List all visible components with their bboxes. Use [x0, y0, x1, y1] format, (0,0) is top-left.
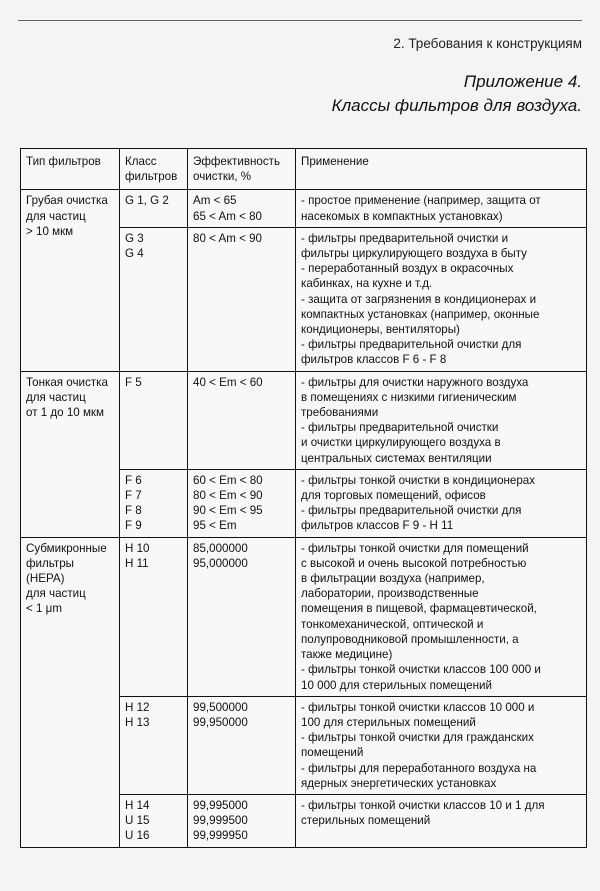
cell-line: 100 для стерильных помещений: [301, 715, 476, 729]
efficiency-cell: [188, 469, 296, 537]
cell-line: в помещениях с низкими гигиеническим: [301, 390, 517, 404]
cell-line: - фильтры предварительной очистки и: [301, 231, 509, 245]
cell-line: центральных системах вентиляции: [301, 451, 492, 465]
cell-line: - фильтры тонкой очистки для гражданских: [301, 731, 534, 745]
cell-line: для частиц: [26, 209, 86, 223]
cell-line: - фильтры для очистки наружного воздуха: [301, 375, 529, 389]
cell-line: H 12: [125, 700, 150, 714]
cell-line: лаборатории, производственные: [301, 587, 479, 601]
cell-line: 60 < Em < 80: [193, 473, 263, 487]
cell-line: F 5: [125, 375, 142, 389]
cell-line: насекомых в компактных установках): [301, 209, 503, 223]
table-body: [21, 190, 587, 847]
filter-type-cell: [21, 190, 120, 371]
efficiency-cell: [188, 190, 296, 227]
cell-line: Эффективность: [193, 155, 281, 168]
cell-line: также медицине): [301, 648, 393, 662]
header-rule: [18, 20, 582, 21]
cell-line: помещений: [301, 746, 364, 760]
efficiency-cell: [188, 794, 296, 847]
efficiency-cell: [188, 696, 296, 794]
application-cell: [296, 227, 587, 371]
cell-line: с высокой и очень высокой потребностью: [301, 556, 527, 570]
filter-class-cell: [120, 227, 188, 371]
cell-line: - фильтры для переработанного воздуха на: [301, 761, 537, 775]
cell-line: фильтры циркулирующего воздуха в быту: [301, 247, 527, 261]
cell-line: стерильных помещений: [301, 814, 431, 828]
efficiency-cell: [188, 227, 296, 371]
cell-line: 99,995000: [193, 798, 248, 812]
efficiency-cell: [188, 537, 296, 696]
cell-line: F 6: [125, 473, 142, 487]
cell-line: - защита от загрязнения в кондиционерах и: [301, 292, 537, 306]
cell-line: Тип фильтров: [26, 155, 101, 168]
cell-line: G 1, G 2: [125, 194, 169, 208]
column-header: [188, 149, 296, 190]
cell-line: - фильтры предварительной очистки для: [301, 504, 522, 518]
cell-line: тонкомеханической, оптической и: [301, 617, 484, 631]
cell-line: - фильтры предварительной очистки для: [301, 338, 522, 352]
cell-line: требованиями: [301, 406, 379, 420]
cell-line: 65 < Am < 80: [193, 209, 262, 223]
cell-line: Применение: [301, 155, 369, 168]
filter-class-cell: [120, 190, 188, 227]
cell-line: (HEPA): [26, 572, 65, 586]
cell-line: H 13: [125, 715, 150, 729]
cell-line: 10 000 для стерильных помещений: [301, 678, 492, 692]
application-cell: [296, 190, 587, 227]
cell-line: G 3: [125, 231, 144, 245]
filter-type-cell: [21, 371, 120, 537]
table-row: [21, 537, 587, 696]
cell-line: F 7: [125, 489, 142, 503]
running-header: 2. Требования к конструкциям: [393, 36, 582, 51]
cell-line: - фильтры тонкой очистки для помещений: [301, 541, 529, 555]
cell-line: F 8: [125, 504, 142, 518]
appendix-heading: [332, 70, 582, 118]
cell-line: полупроводниковой промышленности, а: [301, 632, 519, 646]
cell-line: кондиционеры, вентиляторы): [301, 323, 460, 337]
filter-class-cell: [120, 794, 188, 847]
cell-line: очистки, %: [193, 170, 252, 184]
cell-line: фильтров классов F 6 - F 8: [301, 353, 447, 367]
cell-line: U 16: [125, 829, 150, 843]
cell-line: Грубая очистка: [26, 194, 108, 208]
cell-line: кабинках, на кухне и т.д.: [301, 277, 433, 291]
table-row: [21, 190, 587, 227]
cell-line: - фильтры тонкой очистки в кондиционерах: [301, 473, 536, 487]
filter-class-cell: [120, 371, 188, 469]
filter-type-cell: [21, 537, 120, 847]
cell-line: для частиц: [26, 587, 86, 601]
application-cell: [296, 371, 587, 469]
cell-line: 99,999950: [193, 829, 248, 843]
cell-line: от 1 до 10 мкм: [26, 406, 104, 420]
application-cell: [296, 696, 587, 794]
cell-line: < 1 μm: [26, 602, 62, 616]
cell-line: 85,000000: [193, 541, 248, 555]
cell-line: ядерных энергетических установках: [301, 776, 497, 790]
cell-line: H 11: [125, 556, 149, 570]
cell-line: U 15: [125, 814, 150, 828]
cell-line: 99,999500: [193, 814, 248, 828]
cell-line: 95 < Em: [193, 519, 237, 533]
efficiency-cell: [188, 371, 296, 469]
cell-line: > 10 мкм: [26, 224, 74, 238]
cell-line: 99,950000: [193, 715, 248, 729]
cell-line: помещения в пищевой, фармацевтической,: [301, 602, 537, 616]
filter-class-cell: [120, 537, 188, 696]
cell-line: - переработанный воздух в окрасочных: [301, 262, 514, 276]
cell-line: для торговых помещений, офисов: [301, 489, 486, 503]
column-header: [21, 149, 120, 190]
filter-classes-table: [20, 148, 587, 848]
cell-line: фильтров: [125, 170, 178, 184]
cell-line: - фильтры тонкой очистки классов 10 и 1 для: [301, 798, 545, 812]
cell-line: компактных установках (например, оконные: [301, 307, 540, 321]
cell-line: 80 < Em < 90: [193, 489, 263, 503]
cell-line: фильтры: [26, 556, 75, 570]
cell-line: Am < 65: [193, 194, 237, 208]
cell-line: 80 < Am < 90: [193, 231, 262, 245]
cell-line: - простое применение (например, защита от: [301, 194, 541, 208]
cell-line: - фильтры тонкой очистки классов 100 000 и: [301, 663, 541, 677]
appendix-number: Приложение 4.: [463, 72, 582, 91]
cell-line: H 10: [125, 541, 150, 555]
cell-line: - фильтры тонкой очистки классов 10 000 и: [301, 700, 535, 714]
cell-line: в фильтрации воздуха (например,: [301, 572, 485, 586]
cell-line: G 4: [125, 247, 144, 261]
cell-line: Субмикронные: [26, 541, 107, 555]
cell-line: H 14: [125, 798, 150, 812]
cell-line: 99,500000: [193, 700, 248, 714]
cell-line: фильтров классов F 9 - H 11: [301, 519, 454, 533]
application-cell: [296, 537, 587, 696]
cell-line: 90 < Em < 95: [193, 504, 263, 518]
cell-line: Тонкая очистка: [26, 375, 108, 389]
cell-line: 40 < Em < 60: [193, 375, 263, 389]
column-header: [296, 149, 587, 190]
table-row: [21, 371, 587, 469]
cell-line: для частиц: [26, 390, 86, 404]
cell-line: - фильтры предварительной очистки: [301, 421, 499, 435]
application-cell: [296, 469, 587, 537]
column-header: [120, 149, 188, 190]
cell-line: F 9: [125, 519, 142, 533]
table-header-row: [21, 149, 587, 190]
cell-line: 95,000000: [193, 556, 248, 570]
cell-line: Класс: [125, 155, 157, 168]
filter-class-cell: [120, 469, 188, 537]
application-cell: [296, 794, 587, 847]
cell-line: и очистки циркулирующего воздуха в: [301, 436, 501, 450]
filter-class-cell: [120, 696, 188, 794]
appendix-title: Классы фильтров для воздуха.: [331, 96, 582, 115]
